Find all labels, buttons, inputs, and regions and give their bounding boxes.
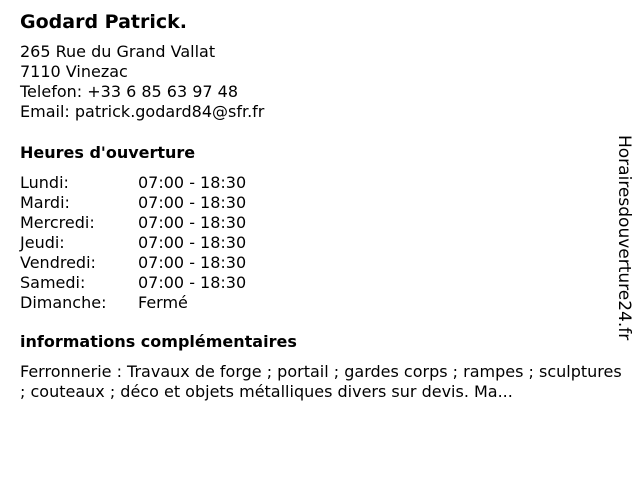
time-value: 07:00 - 18:30 xyxy=(138,193,247,212)
day-label: Samedi: xyxy=(20,273,86,292)
hours-row-thursday xyxy=(20,233,625,253)
day-label: Mercredi: xyxy=(20,213,95,232)
site-watermark: Horairesdouverture24.fr xyxy=(614,135,634,341)
day-label: Vendredi: xyxy=(20,253,96,272)
hours-row-saturday xyxy=(20,273,625,293)
hours-row-friday xyxy=(20,253,625,273)
address-block xyxy=(20,42,625,122)
address-street: 265 Rue du Grand Vallat xyxy=(20,42,216,61)
hours-row-wednesday xyxy=(20,213,625,233)
address-city: 7110 Vinezac xyxy=(20,62,128,81)
phone-line: Telefon: +33 6 85 63 97 48 xyxy=(20,82,239,101)
time-value: 07:00 - 18:30 xyxy=(138,173,247,192)
time-value: 07:00 - 18:30 xyxy=(138,233,247,252)
time-value: Fermé xyxy=(138,293,188,312)
info-title: informations complémentaires xyxy=(20,332,297,351)
business-card xyxy=(20,8,625,402)
time-value: 07:00 - 18:30 xyxy=(138,253,247,272)
time-value: 07:00 - 18:30 xyxy=(138,273,247,292)
hours-row-sunday xyxy=(20,293,625,313)
hours-title: Heures d'ouverture xyxy=(20,143,196,162)
hours-row-tuesday xyxy=(20,193,625,213)
day-label: Dimanche: xyxy=(20,293,107,312)
email-line: Email: patrick.godard84@sfr.fr xyxy=(20,102,265,121)
day-label: Lundi: xyxy=(20,173,69,192)
business-name: Godard Patrick. xyxy=(20,11,187,33)
hours-row-monday xyxy=(20,173,625,193)
day-label: Mardi: xyxy=(20,193,70,212)
info-description: Ferronnerie : Travaux de forge ; portail ; gardes corps ; rampes ; sculptures ; couteaux ; déco et objets métalliques divers sur devis. Ma... xyxy=(20,362,622,401)
hours-table xyxy=(20,173,625,313)
time-value: 07:00 - 18:30 xyxy=(138,213,247,232)
day-label: Jeudi: xyxy=(20,233,65,252)
